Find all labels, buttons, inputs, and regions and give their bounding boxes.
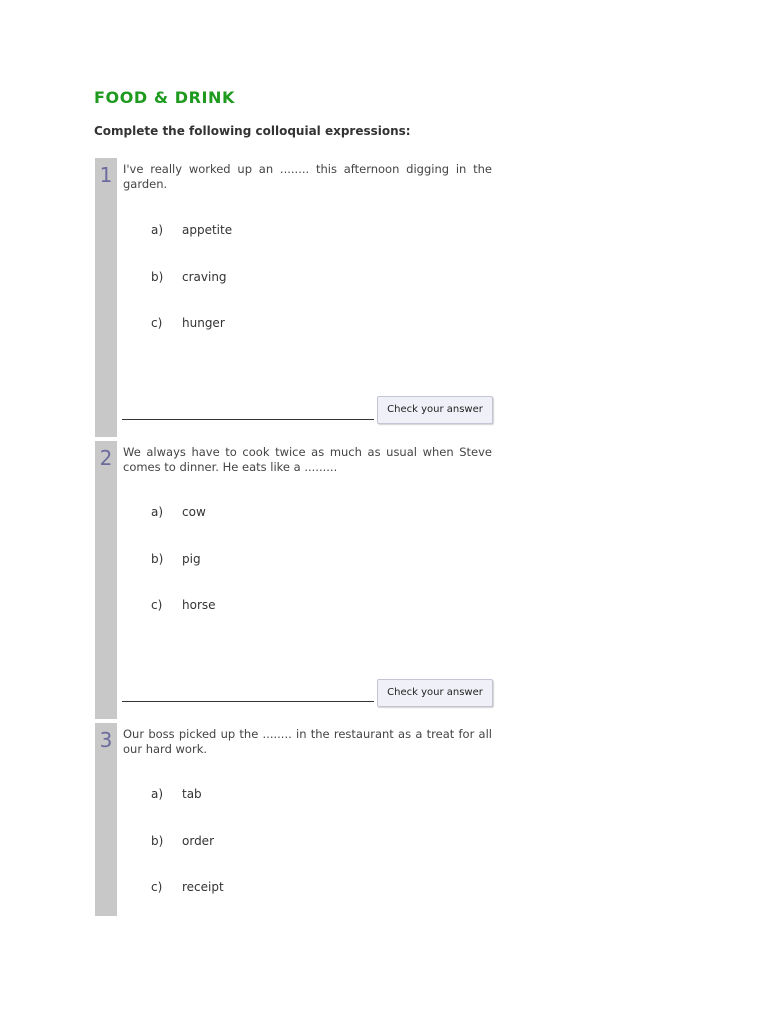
option-letter: a) [151,223,164,237]
question-number: 2 [99,446,113,470]
option-letter: b) [151,552,164,566]
option-letter: a) [151,787,164,801]
question-text: Our boss picked up the ........ in the restaurant as a treat for all our hard work. [123,727,492,756]
option-letter: c) [151,316,163,330]
option-letter: a) [151,505,164,519]
option-letter: b) [151,834,164,848]
option-text: horse [182,598,216,612]
option-letter: c) [151,598,163,612]
option-text: order [182,834,214,848]
check-answer-button[interactable]: Check your answer [377,396,493,424]
option-text: hunger [182,316,225,330]
option-text: receipt [182,880,224,894]
option-text: appetite [182,223,233,237]
question-3 [95,723,493,916]
option-text: pig [182,552,201,566]
answer-line [122,419,374,420]
check-answer-button[interactable]: Check your answer [377,679,493,707]
option-text: tab [182,787,202,801]
option-letter: b) [151,270,164,284]
option-text: craving [182,270,227,284]
question-2 [95,441,493,719]
question-number: 3 [99,728,113,752]
option-letter: c) [151,880,163,894]
question-number-bar [95,158,117,437]
question-text: We always have to cook twice as much as usual when Steve comes to dinner. He eats like a ......... [123,445,492,474]
question-number: 1 [99,163,113,187]
answer-line [122,701,374,702]
question-1 [95,158,493,437]
instructions: Complete the following colloquial expressions: [94,124,411,138]
question-number-bar [95,441,117,719]
option-text: cow [182,505,206,519]
question-text: I've really worked up an ........ this afternoon digging in the garden. [123,162,492,191]
page-title: FOOD & DRINK [94,88,236,107]
